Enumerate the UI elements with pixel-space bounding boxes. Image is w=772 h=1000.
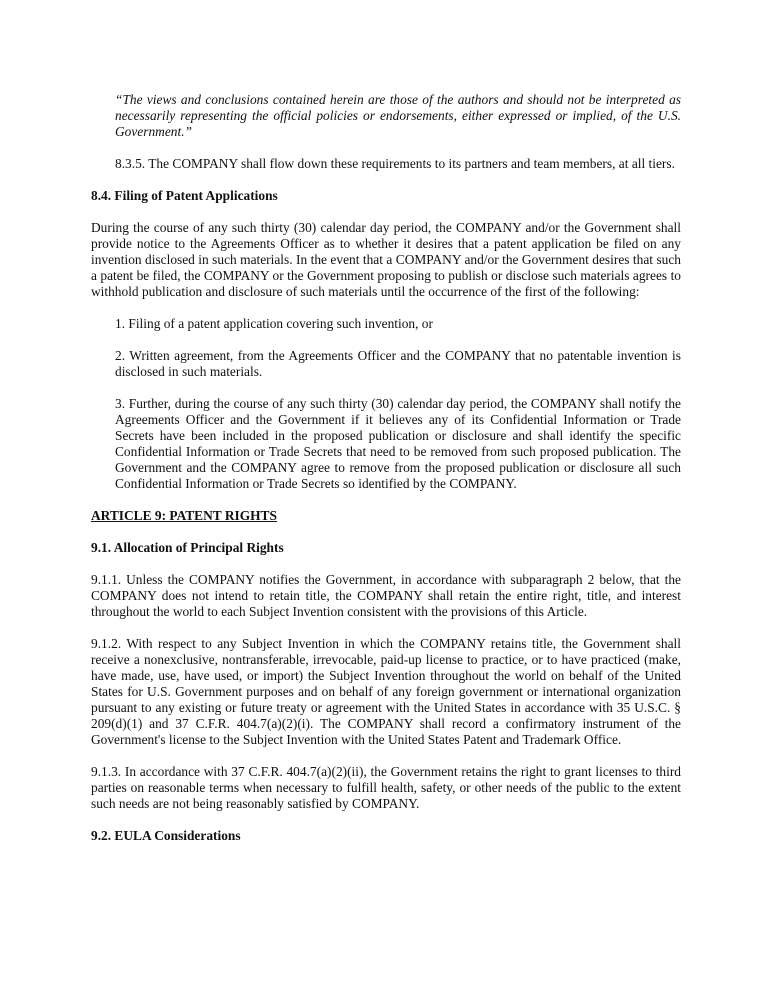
heading-8-4: 8.4. Filing of Patent Applications	[91, 188, 278, 203]
article-9-heading: ARTICLE 9: PATENT RIGHTS	[91, 508, 277, 523]
disclaimer-quote: “The views and conclusions contained herein are those of the authors and should not be interpreted as necessarily representing the official policies or endorsements, either expressed or implied, of the U.S. Government.”	[115, 92, 681, 139]
paragraph-8-4-body: During the course of any such thirty (30) calendar day period, the COMPANY and/or the Government shall provide notice to the Agreements Officer as to whether it desires that a patent application be filed on any invention disclosed in such materials. In the event that a COMPANY and/or the Government desires that such a patent be filed, the COMPANY or the Government proposing to publish or disclose such materials agrees to withhold publication and disclosure of such materials until the occurrence of the first of the following:	[91, 220, 681, 299]
paragraph-9-1-3: 9.1.3. In accordance with 37 C.F.R. 404.7(a)(2)(ii), the Government retains the right to grant licenses to third parties on reasonable terms when necessary to fulfill health, safety, or other needs of the public to the extent such needs are not being reasonably satisfied by COMPANY.	[91, 764, 681, 811]
heading-9-1: 9.1. Allocation of Principal Rights	[91, 540, 284, 555]
paragraph-8-3-5: 8.3.5. The COMPANY shall flow down these requirements to its partners and team members, at all tiers.	[115, 156, 675, 171]
heading-9-2: 9.2. EULA Considerations	[91, 828, 241, 843]
document-page	[91, 92, 681, 844]
list-item-2: 2. Written agreement, from the Agreements Officer and the COMPANY that no patentable invention is disclosed in such materials.	[115, 348, 681, 379]
paragraph-9-1-2: 9.1.2. With respect to any Subject Invention in which the COMPANY retains title, the Government shall receive a nonexclusive, nontransferable, irrevocable, paid-up license to practice, or to have practiced (make, have made, use, have used, or import) the Subject Invention throughout the world on behalf of the United States for U.S. Government purposes and on behalf of any foreign government or international organization pursuant to any existing or future treaty or agreement with the United States in accordance with 35 U.S.C. § 209(d)(1) and 37 C.F.R. 404.7(a)(2)(i). The COMPANY shall record a confirmatory instrument of the Government's license to the Subject Invention with the United States Patent and Trademark Office.	[91, 636, 681, 747]
list-item-1: 1. Filing of a patent application covering such invention, or	[115, 316, 433, 331]
paragraph-9-1-1: 9.1.1. Unless the COMPANY notifies the Government, in accordance with subparagraph 2 below, that the COMPANY does not intend to retain title, the COMPANY shall retain the entire right, title, and interest throughout the world to each Subject Invention consistent with the provisions of this Article.	[91, 572, 681, 619]
list-item-3: 3. Further, during the course of any such thirty (30) calendar day period, the COMPANY shall notify the Agreements Officer and the Government if it believes any of its Confidential Information or Trade Secrets have been included in the proposed publication or disclosure and shall identify the specific Confidential Information or Trade Secrets that need to be removed from such proposed publication. The Government and the COMPANY agree to remove from the proposed publication or disclosure all such Confidential Information or Trade Secrets so identified by the COMPANY.	[115, 396, 681, 491]
